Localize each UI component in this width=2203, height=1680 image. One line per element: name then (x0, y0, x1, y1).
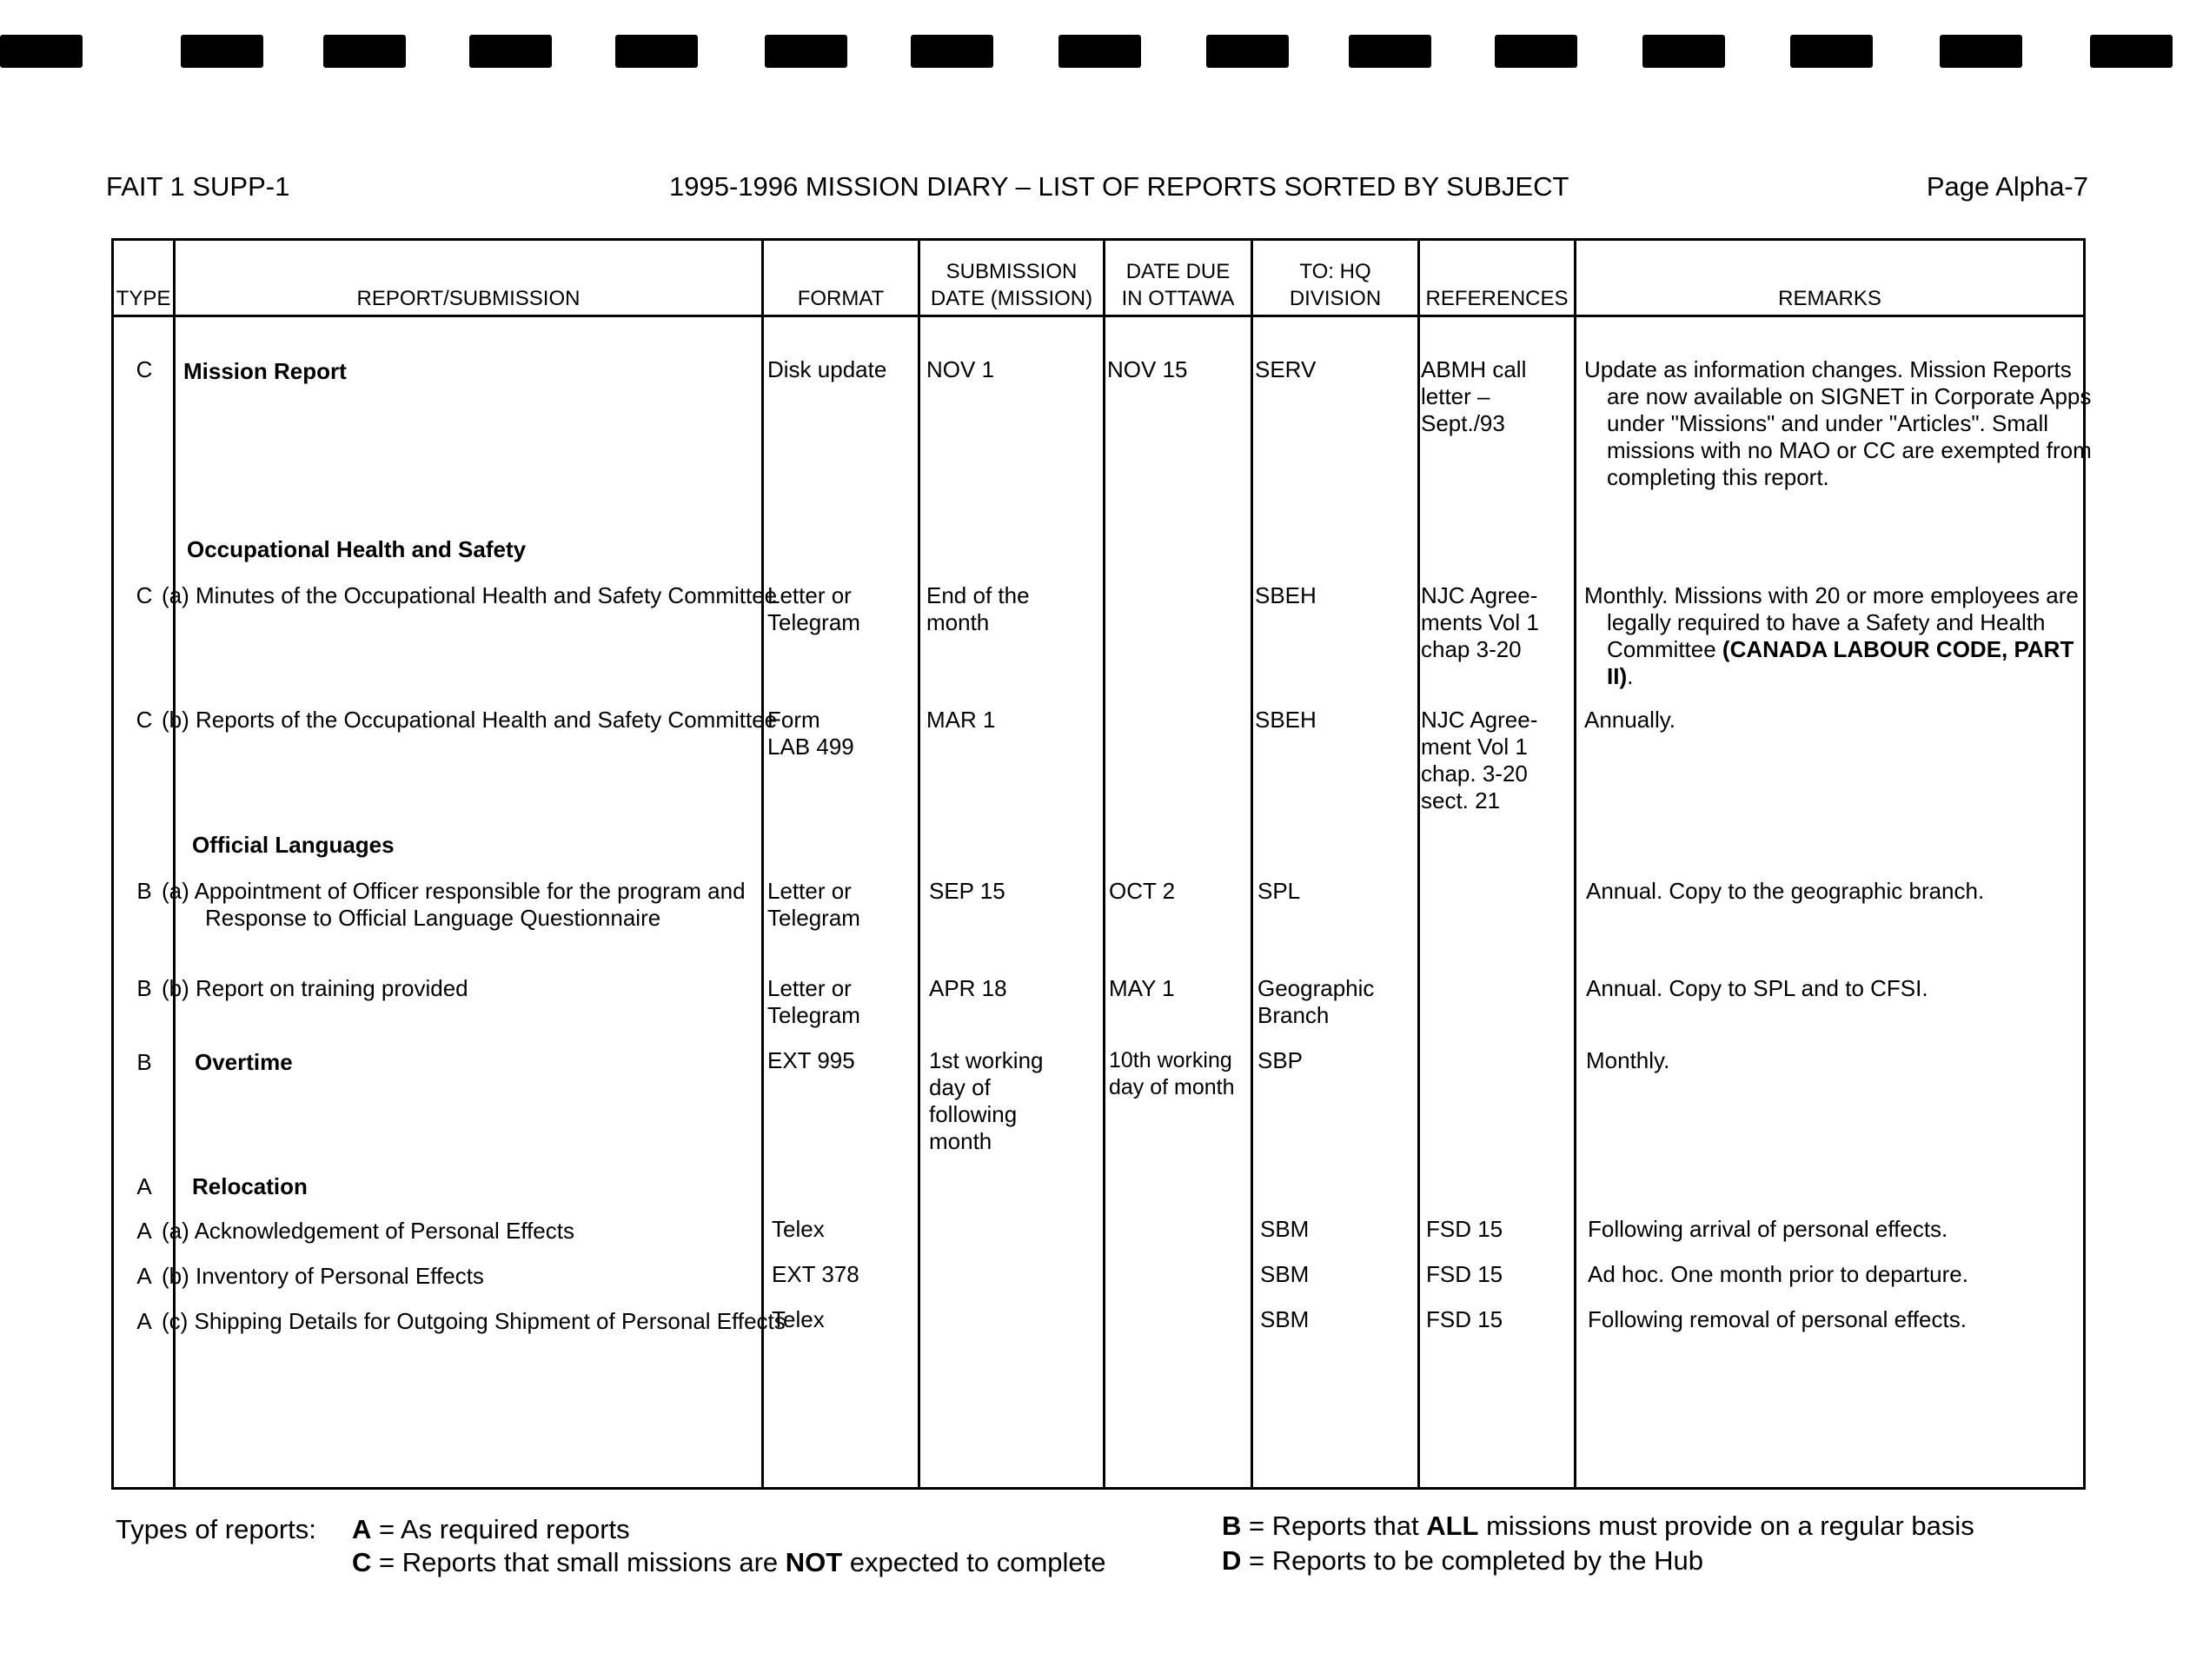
cell-hq-division: Geographic Branch (1257, 975, 1375, 1028)
binder-hole (1058, 35, 1141, 68)
column-divider (1574, 241, 1576, 1487)
cell-type: A (136, 1263, 152, 1289)
cell-hq-division: SPL (1257, 878, 1301, 904)
cell-references: NJC Agree- ments Vol 1 chap 3-20 (1421, 582, 1539, 662)
cell-format: Form LAB 499 (767, 707, 854, 760)
cell-type: B (136, 975, 152, 1001)
cell-format: EXT 378 (772, 1261, 859, 1287)
col-header-format: FORMAT (797, 287, 885, 310)
cell-type: B (136, 878, 152, 904)
page-title: 1995-1996 MISSION DIARY – LIST OF REPORTS SORTED BY SUBJECT (669, 171, 1569, 202)
cell-format: Letter or Telegram (767, 975, 860, 1028)
cell-format: Telex (772, 1216, 825, 1242)
column-divider (1251, 241, 1253, 1487)
cell-remarks: Ad hoc. One month prior to departure. (1588, 1261, 1968, 1287)
section-heading: Relocation (192, 1173, 308, 1199)
cell-hq-division: SBM (1260, 1216, 1310, 1242)
cell-format: Disk update (767, 356, 887, 382)
cell-due: MAY 1 (1109, 975, 1175, 1001)
cell-type: C (136, 582, 153, 608)
section-heading: Occupational Health and Safety (187, 536, 527, 562)
cell-format: Letter or Telegram (767, 582, 860, 635)
cell-submission: End of the month (926, 582, 1030, 635)
binder-hole (765, 35, 847, 68)
cell-report: (c) Shipping Details for Outgoing Shipment of Personal Effects (162, 1308, 786, 1334)
binder-hole (615, 35, 698, 68)
col-header-hq-division: TO: HQ DIVISION (1289, 260, 1382, 310)
cell-submission: APR 18 (929, 975, 1007, 1001)
cell-due: 10th working day of month (1109, 1048, 1235, 1099)
legend-item-a: A = As required reports (352, 1514, 630, 1544)
column-divider (918, 241, 920, 1487)
col-header-date-due: DATE DUE IN OTTAWA (1121, 260, 1235, 310)
cell-report: (b) Inventory of Personal Effects (162, 1263, 484, 1289)
cell-remarks: Update as information changes. Mission Reports are now available on SIGNET in Corporate Apps under "Missions" and under "Articles". Small missions with no MAO or CC are exempted from completing this report. (1584, 356, 2092, 490)
binder-hole (181, 35, 263, 68)
cell-hq-division: SBM (1260, 1261, 1310, 1287)
col-header-submission-date: SUBMISSION DATE (MISSION) (930, 260, 1093, 310)
column-divider (1417, 241, 1420, 1487)
cell-remarks: Following arrival of personal effects. (1588, 1216, 1948, 1242)
legend-item-d: D = Reports to be completed by the Hub (1222, 1545, 1704, 1576)
cell-type: A (136, 1308, 152, 1334)
cell-report: Overtime (195, 1049, 293, 1075)
cell-references: FSD 15 (1426, 1216, 1503, 1242)
cell-submission: MAR 1 (926, 707, 996, 733)
cell-references: FSD 15 (1426, 1261, 1503, 1287)
cell-hq-division: SBM (1260, 1306, 1310, 1332)
cell-report: (a) Acknowledgement of Personal Effects (162, 1218, 574, 1244)
page-number: Page Alpha-7 (1926, 171, 2088, 202)
cell-remarks: Annually. (1584, 707, 1676, 733)
column-divider (173, 241, 176, 1487)
cell-report: (a) Appointment of Officer responsible for the program and Response to Official Language Questionnaire (162, 878, 746, 931)
cell-hq-division: SERV (1255, 356, 1317, 382)
cell-references: FSD 15 (1426, 1306, 1503, 1332)
cell-format: Telex (772, 1306, 825, 1332)
binder-hole (0, 35, 83, 68)
binder-hole (1349, 35, 1431, 68)
cell-hq-division: SBEH (1255, 582, 1317, 608)
cell-type: C (136, 356, 153, 382)
binder-hole (1790, 35, 1873, 68)
cell-report: (b) Report on training provided (162, 975, 468, 1001)
cell-references: ABMH call letter – Sept./93 (1421, 356, 1527, 436)
cell-remarks: Monthly. (1586, 1047, 1670, 1073)
header-divider (114, 315, 2083, 317)
cell-format: Letter or Telegram (767, 878, 860, 931)
cell-remarks: Following removal of personal effects. (1588, 1306, 1967, 1332)
cell-due: OCT 2 (1109, 878, 1176, 904)
binder-hole (1940, 35, 2022, 68)
reports-table (111, 238, 2092, 1490)
cell-due: NOV 15 (1107, 356, 1188, 382)
cell-submission: SEP 15 (929, 878, 1005, 904)
binder-hole (1206, 35, 1289, 68)
binder-hole (469, 35, 552, 68)
cell-report: (a) Minutes of the Occupational Health and Safety Committee (162, 582, 778, 608)
col-header-report: REPORT/SUBMISSION (356, 287, 581, 310)
cell-report: (b) Reports of the Occupational Health and Safety Committee (162, 707, 778, 733)
section-heading: Official Languages (192, 832, 395, 858)
legend-label: Types of reports: (116, 1514, 316, 1544)
cell-submission: 1st working day of following month (929, 1047, 1044, 1154)
column-divider (1103, 241, 1105, 1487)
cell-format: EXT 995 (767, 1047, 855, 1073)
cell-report: Mission Report (183, 358, 347, 384)
binder-hole (911, 35, 993, 68)
col-header-references: REFERENCES (1425, 287, 1569, 310)
binder-hole (1642, 35, 1725, 68)
cell-remarks: Annual. Copy to the geographic branch. (1586, 878, 1985, 904)
cell-type: C (136, 707, 153, 733)
cell-hq-division: SBEH (1255, 707, 1317, 733)
cell-references: NJC Agree- ment Vol 1 chap. 3-20 sect. 21 (1421, 707, 1538, 813)
legend-item-b: B = Reports that ALL missions must provide on a regular basis (1222, 1511, 1974, 1541)
document-code: FAIT 1 SUPP-1 (106, 171, 290, 202)
binder-hole (1495, 35, 1577, 68)
cell-type: A (136, 1173, 152, 1199)
col-header-remarks: REMARKS (1778, 287, 1881, 310)
cell-type: A (136, 1218, 152, 1244)
column-divider (761, 241, 764, 1487)
cell-remarks: Annual. Copy to SPL and to CFSI. (1586, 975, 1928, 1001)
cell-remarks: Monthly. Missions with 20 or more employees are legally required to have a Safety and Health Committee (CANADA LABOUR CODE, PART II). (1584, 582, 2079, 689)
binder-hole-strip (0, 35, 2203, 74)
legend-item-c: C = Reports that small missions are NOT expected to complete (352, 1547, 1106, 1577)
cell-type: B (136, 1049, 152, 1075)
binder-hole (2090, 35, 2173, 68)
cell-hq-division: SBP (1257, 1047, 1304, 1073)
cell-submission: NOV 1 (926, 356, 995, 382)
col-header-type: TYPE (116, 287, 171, 310)
binder-hole (323, 35, 406, 68)
